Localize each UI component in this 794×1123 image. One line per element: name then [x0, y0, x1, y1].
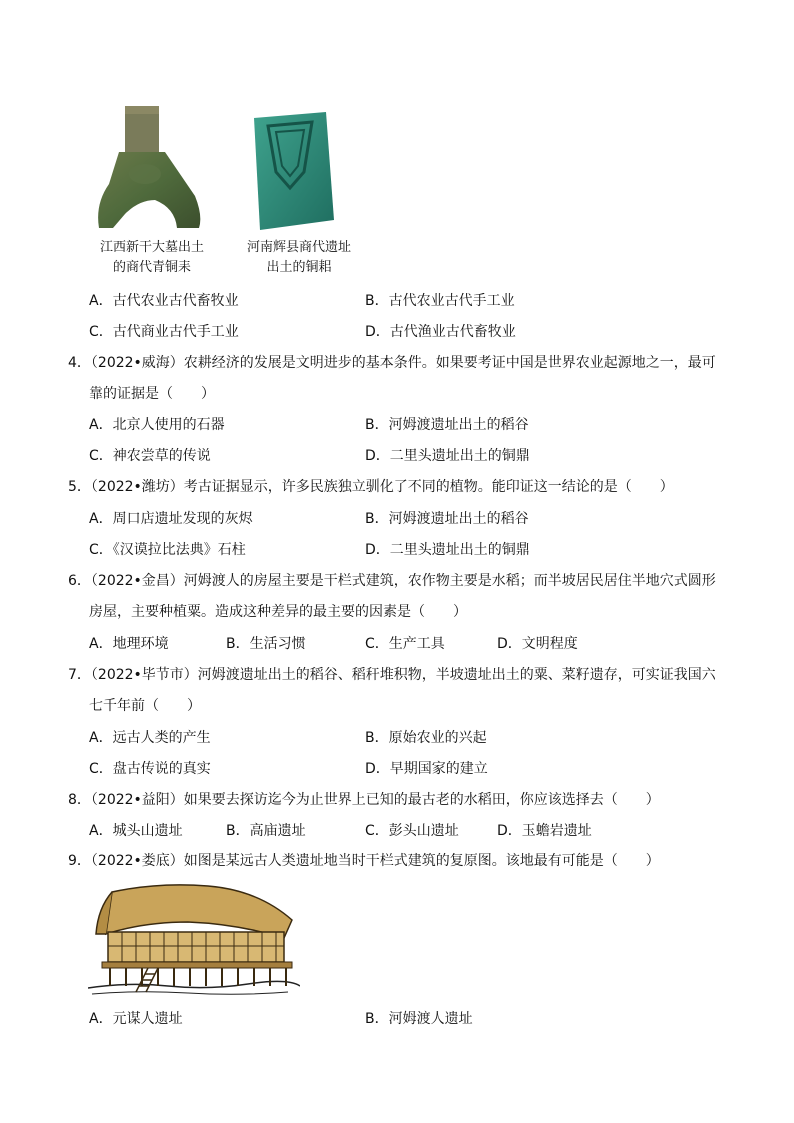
q4-option-a[interactable]: A．北京人使用的石器 [89, 417, 225, 433]
q4-stem-line2: 靠的证据是（ ） [89, 386, 215, 402]
q3-option-d[interactable]: D．古代渔业古代畜牧业 [365, 324, 516, 340]
q9-option-b[interactable]: B．河姆渡人遗址 [365, 1011, 473, 1027]
bronze-si-image [246, 112, 338, 234]
q3-option-c[interactable]: C．古代商业古代手工业 [89, 324, 239, 340]
q8-option-b[interactable]: B．高庙遗址 [226, 823, 306, 839]
q7-option-b[interactable]: B．原始农业的兴起 [365, 730, 487, 746]
q7-option-d[interactable]: D．早期国家的建立 [365, 761, 488, 777]
q8-option-a[interactable]: A．城头山遗址 [89, 823, 183, 839]
q6-option-c[interactable]: C．生产工具 [365, 636, 445, 652]
q7-stem-line1: 7．（2022•毕节市）河姆渡遗址出土的稻谷、稻秆堆积物，半坡遗址出土的粟、菜籽遗存，可实证我国六 [68, 667, 716, 683]
artifact1-caption-line1: 江西新干大墓出土 [99, 240, 204, 255]
q4-stem-line1: 4．（2022•威海）农耕经济的发展是文明进步的基本条件。如果要考证中国是世界农业起源地之一，最可 [68, 355, 716, 371]
q3-option-a[interactable]: A．古代农业古代畜牧业 [89, 293, 239, 309]
q8-option-d[interactable]: D．玉蟾岩遗址 [497, 823, 592, 839]
stilt-house-image [88, 880, 300, 1000]
artifact2-caption-line2: 出土的铜耜 [266, 260, 332, 275]
q6-stem-line2: 房屋，主要种植粟。造成这种差异的最主要的因素是（ ） [89, 604, 467, 620]
q9-option-a[interactable]: A．元谋人遗址 [89, 1011, 183, 1027]
artifact2-caption [233, 238, 365, 278]
q7-stem-line2: 七千年前（ ） [89, 698, 201, 714]
q5-option-b[interactable]: B．河姆渡遗址出土的稻谷 [365, 511, 529, 527]
q4-option-d[interactable]: D．二里头遗址出土的铜鼎 [365, 448, 530, 464]
q5-option-c[interactable]: C．《汉谟拉比法典》石柱 [89, 542, 246, 558]
q9-stem-line1: 9．（2022•娄底）如图是某远古人类遗址地当时干栏式建筑的复原图。该地最有可能是（ ） [68, 853, 660, 869]
artifact1-caption [86, 238, 218, 278]
artifact2-caption-line1: 河南辉县商代遗址 [246, 240, 351, 255]
q6-stem-line1: 6．（2022•金昌）河姆渡人的房屋主要是干栏式建筑，农作物主要是水稻；而半坡居民居住半地穴式圆形 [68, 573, 716, 589]
bronze-lei-image [95, 104, 210, 234]
artifact1-caption-line2: 的商代青铜耒 [112, 260, 191, 275]
q6-option-a[interactable]: A．地理环境 [89, 636, 169, 652]
q8-option-c[interactable]: C．彭头山遗址 [365, 823, 459, 839]
q3-option-b[interactable]: B．古代农业古代手工业 [365, 293, 515, 309]
q6-option-b[interactable]: B．生活习惯 [226, 636, 306, 652]
q4-option-b[interactable]: B．河姆渡遗址出土的稻谷 [365, 417, 529, 433]
q5-stem-line1: 5．（2022•潍坊）考古证据显示，许多民族独立驯化了不同的植物。能印证这一结论的是（ ） [68, 479, 674, 495]
q7-option-a[interactable]: A．远古人类的产生 [89, 730, 211, 746]
q5-option-a[interactable]: A．周口店遗址发现的灰烬 [89, 511, 253, 527]
q6-option-d[interactable]: D．文明程度 [497, 636, 578, 652]
q5-option-d[interactable]: D．二里头遗址出土的铜鼎 [365, 542, 530, 558]
q7-option-c[interactable]: C．盘古传说的真实 [89, 761, 211, 777]
q8-stem-line1: 8．（2022•益阳）如果要去探访迄今为止世界上已知的最古老的水稻田，你应该选择去（ ） [68, 792, 660, 808]
q4-option-c[interactable]: C．神农尝草的传说 [89, 448, 211, 464]
